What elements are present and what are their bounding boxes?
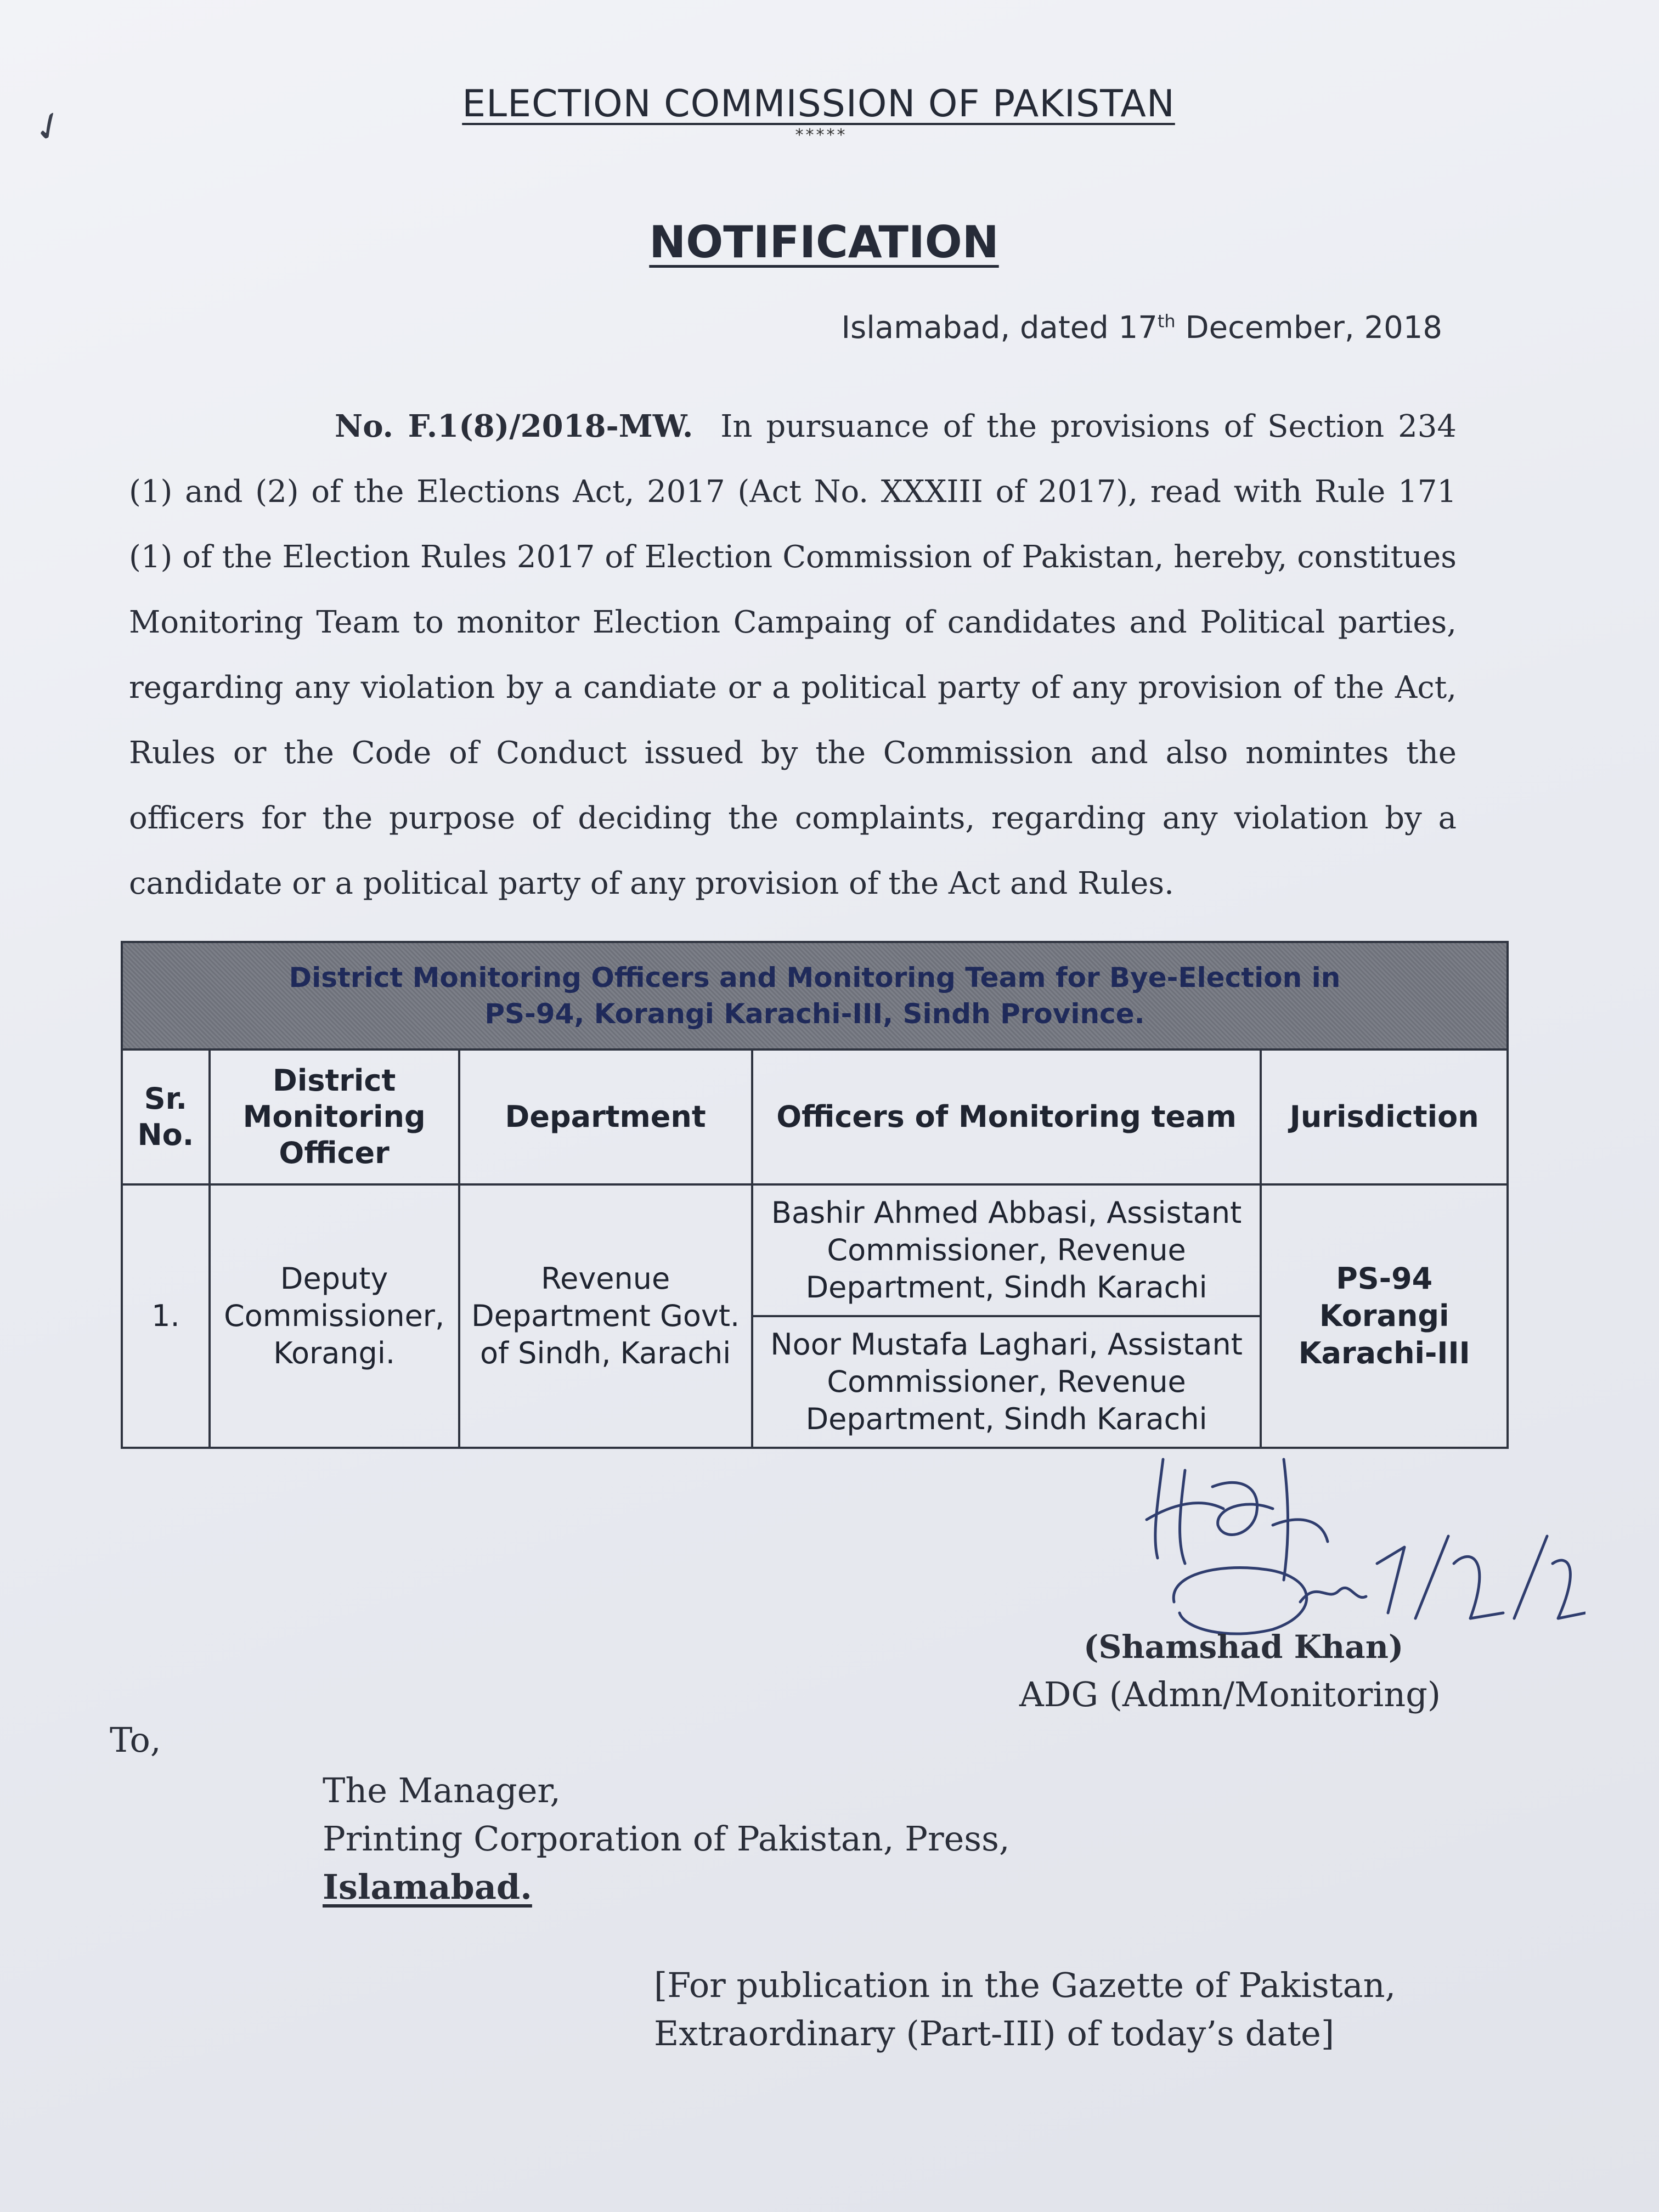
notification-title-text: NOTIFICATION <box>649 217 999 268</box>
header-officers: Officers of Monitoring team <box>752 1049 1261 1184</box>
publication-line2: Extraordinary (Part-III) of today’s date] <box>654 2013 1335 2053</box>
document-header <box>0 82 1659 145</box>
publication-line1: [For publication in the Gazette of Pakistan, <box>654 1965 1396 2005</box>
cell-officer-1: Bashir Ahmed Abbasi, Assistant Commissioner, Revenue Department, Sindh Karachi <box>752 1184 1261 1316</box>
header-department: Department <box>459 1049 752 1184</box>
addressee-city: Islamabad. <box>323 1867 532 1907</box>
organization-title: ELECTION COMMISSION OF PAKISTAN <box>462 82 1175 126</box>
cell-district-officer: Deputy Commissioner, Korangi. <box>210 1184 459 1448</box>
date-suffix: th <box>1157 311 1176 332</box>
table-caption-line2: PS-94, Korangi Karachi-III, Sindh Province. <box>484 998 1145 1030</box>
addressee-block <box>323 1767 1010 1911</box>
reference-number: No. F.1(8)/2018-MW. <box>335 408 693 444</box>
date-line <box>842 310 1442 346</box>
signatory-designation: ADG (Admn/Monitoring) <box>1019 1674 1441 1714</box>
notification-title <box>0 217 1659 268</box>
header-stars: ***** <box>795 126 848 145</box>
date-prefix: Islamabad, dated 17 <box>841 310 1158 346</box>
publication-note <box>654 1961 1396 2058</box>
cell-jurisdiction: PS-94 Korangi Karachi-III <box>1261 1184 1508 1448</box>
addressee-line1: The Manager, <box>323 1770 561 1810</box>
header-sr-no: Sr. No. <box>122 1049 210 1184</box>
header-district-officer: District Monitoring Officer <box>210 1049 459 1184</box>
signatory-name: (Shamshad Khan) <box>1084 1628 1404 1666</box>
body-paragraph: In pursuance of the provisions of Section 234 (1) and (2) of the Elections Act, 2017 (Act No. XXXIII of 2017), read with Rule 171 (1) of the Election Rules 2017 of Election Commission of Pakistan, hereby, constitues Monitoring Team to monitor Election Campaing of candidates and Political parties, regarding any violation by a candiate or a political party of any provision of the Act, Rules or the Code of Conduct issued by the Commission and also nomintes the officers for the purpose of deciding the complaints, regarding any violation by a candidate or a political party of any provision of the Act and Rules. <box>129 409 1457 901</box>
date-rest: December, 2018 <box>1175 310 1442 346</box>
monitoring-team-table <box>121 941 1509 1449</box>
notification-body <box>129 394 1457 916</box>
table-caption-row <box>122 942 1508 1049</box>
cell-department: Revenue Department Govt. of Sindh, Karachi <box>459 1184 752 1448</box>
header-jurisdiction: Jurisdiction <box>1261 1049 1508 1184</box>
addressee-line2: Printing Corporation of Pakistan, Press, <box>323 1819 1010 1859</box>
cell-officer-2: Noor Mustafa Laghari, Assistant Commissioner, Revenue Department, Sindh Karachi <box>752 1316 1261 1448</box>
cell-sr-no: 1. <box>122 1184 210 1448</box>
table-row <box>122 1184 1508 1316</box>
table-caption <box>122 942 1508 1049</box>
table-caption-line1: District Monitoring Officers and Monitoring Team for Bye-Election in <box>289 962 1341 994</box>
to-label: To, <box>110 1720 161 1760</box>
table-header-row <box>122 1049 1508 1184</box>
tick-mark-icon: ✓ <box>25 99 74 154</box>
